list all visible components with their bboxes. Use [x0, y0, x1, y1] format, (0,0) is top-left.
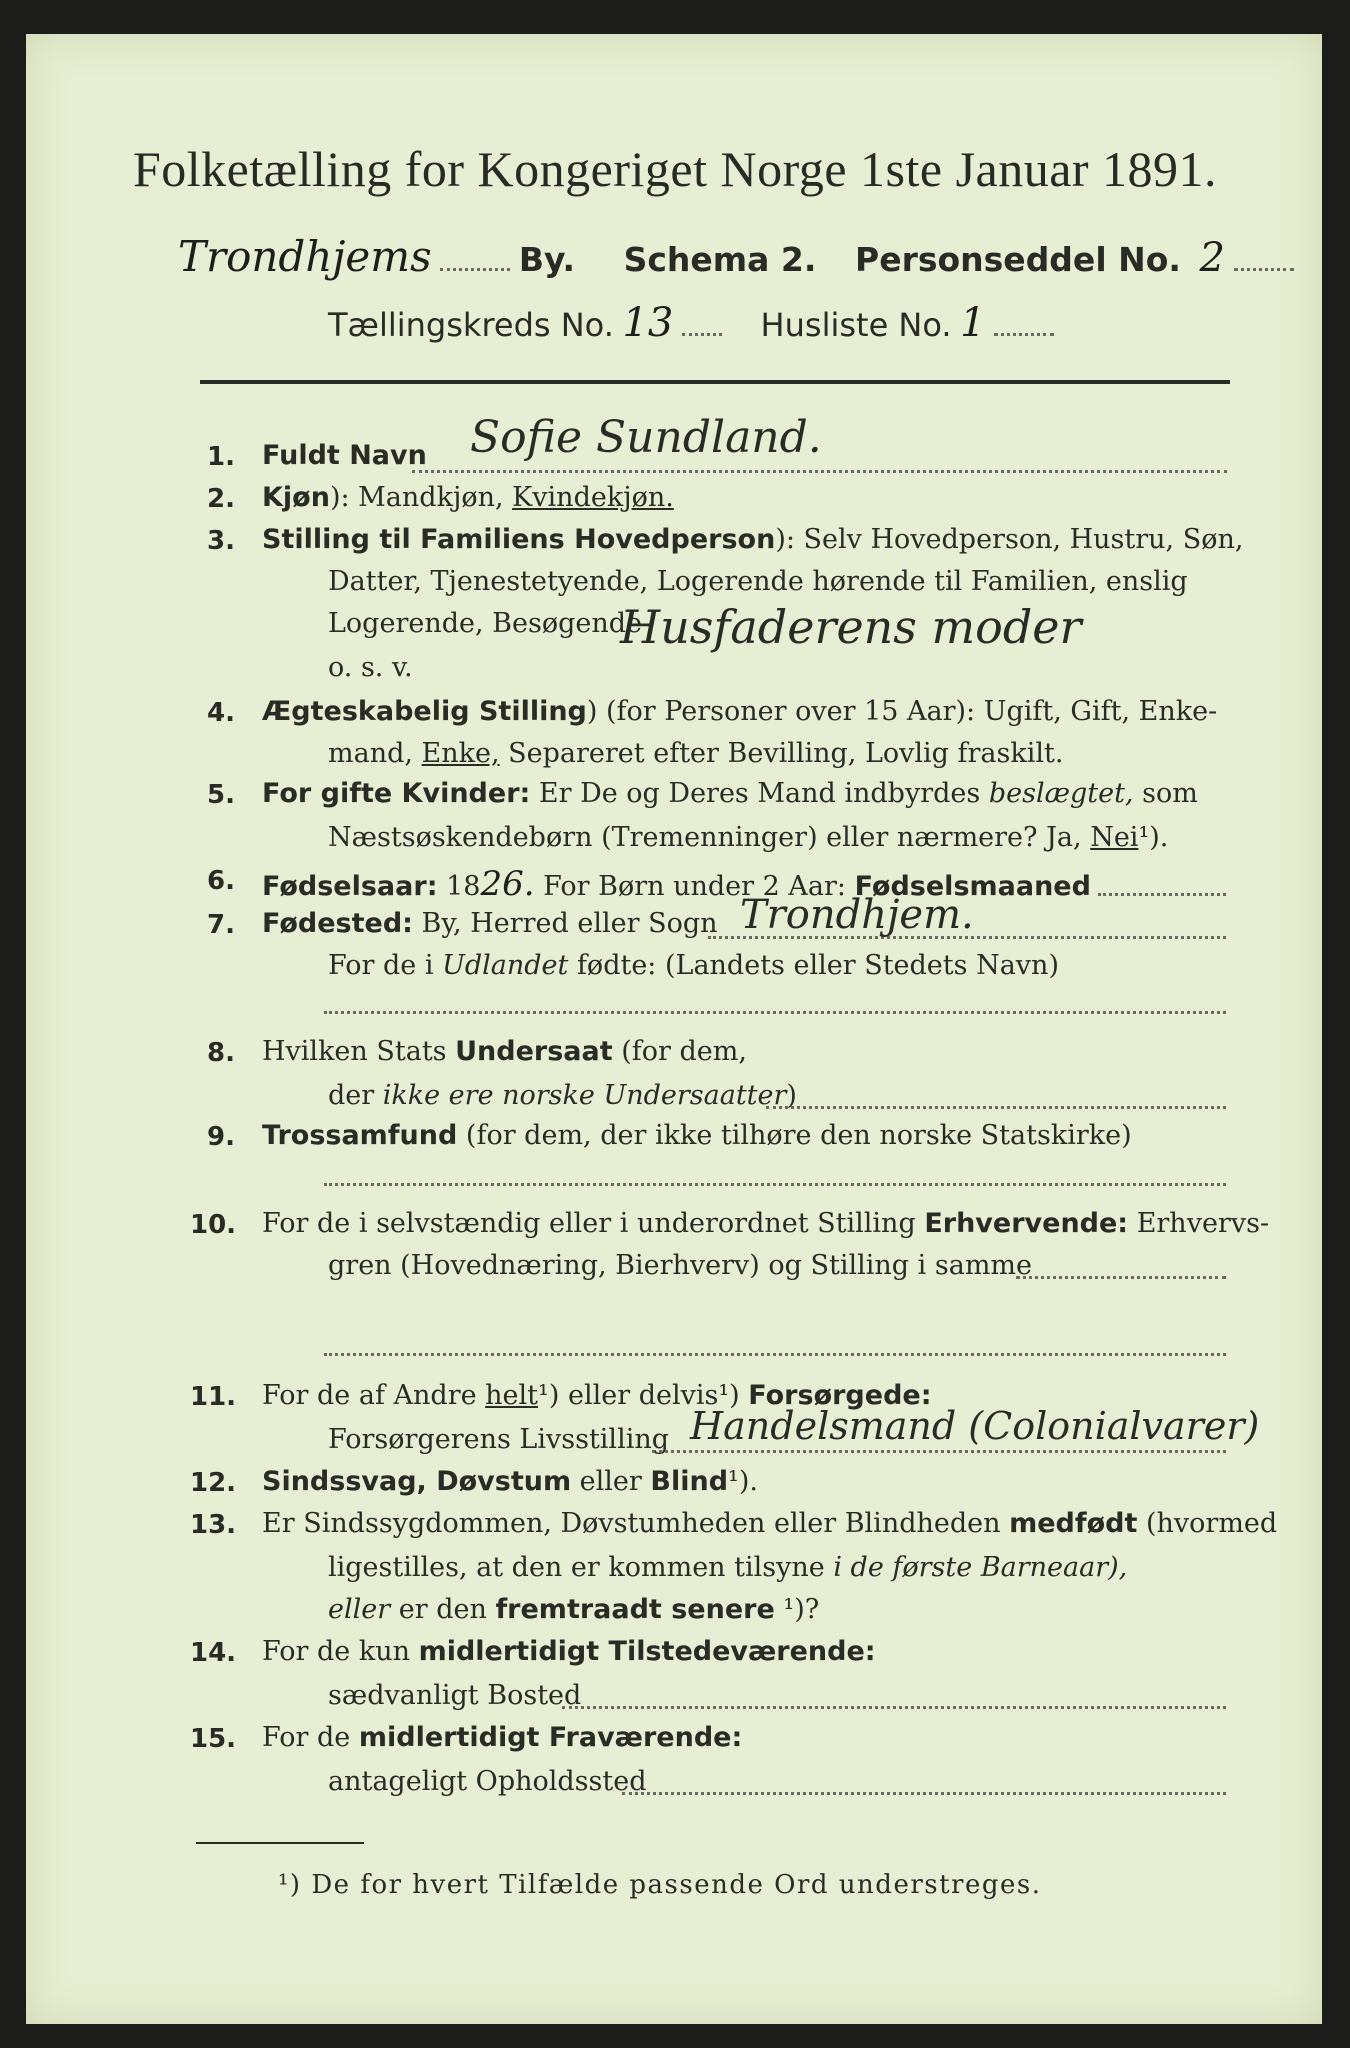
later-onset-label: fremtraadt senere [495, 1594, 775, 1625]
usual-residence-line: sædvanligt Bosted [328, 1680, 582, 1711]
married-women-italic: beslægtet, [988, 778, 1134, 809]
item-number: 6. [207, 866, 235, 896]
kreds-value: 13 [622, 300, 674, 346]
support-label: Forsørgede: [748, 1380, 932, 1411]
temporary-absent-label: midlertidigt Fraværende: [358, 1722, 743, 1753]
marital-text: Separeret efter Bevilling, Lovlig fraskilt. [499, 738, 1064, 769]
probable-residence-dotted-line [622, 1792, 1226, 1795]
personseddel-value: 2 [1199, 235, 1225, 281]
support-text: For de af Andre [262, 1380, 486, 1411]
item-8-line [262, 1036, 747, 1067]
header-city-row [178, 232, 1294, 281]
form-title: Folketælling for Kongeriget Norge 1ste Januar 1891. [132, 141, 1218, 197]
married-women-question: Næstsøskendebørn (Tremenninger) eller nærmere? Ja, [328, 822, 1091, 853]
occupation-label: Erhvervende: [924, 1208, 1129, 1239]
birthplace-abroad-text: For de i [328, 950, 443, 981]
disability-text: eller [571, 1466, 651, 1497]
full-name-dotted-line [412, 470, 1227, 473]
item-number: 14. [190, 1638, 237, 1668]
item-number: 1. [207, 442, 235, 472]
item-number: 10. [190, 1210, 237, 1240]
birthplace-line-2 [328, 950, 1059, 981]
item-10-line [262, 1208, 1269, 1239]
marital-status-label: Ægteskabelig Stilling [262, 696, 587, 727]
birthplace-abroad-dotted-line [324, 1011, 1226, 1014]
personseddel-label: Personseddel No. [855, 240, 1181, 279]
birth-year-value: 26. [480, 864, 535, 904]
married-women-label: For gifte Kvinder: [262, 778, 531, 809]
citizenship-text: der [328, 1080, 383, 1111]
religion-label: Trossamfund [262, 1120, 458, 1151]
married-women-text: som [1133, 778, 1198, 809]
congenital-text: er den [390, 1594, 496, 1625]
full-name-value: Sofie Sundland. [470, 412, 822, 463]
religion-dotted-line [324, 1183, 1226, 1186]
birthplace-abroad-text: fødte: (Landets eller Stedets Navn) [568, 950, 1059, 981]
marital-status-line-2 [328, 738, 1063, 769]
support-dotted-line [652, 1450, 1226, 1453]
item-number: 3. [207, 526, 235, 556]
citizenship-text: (for dem, [612, 1036, 747, 1067]
occupation-dotted-line-2 [324, 1353, 1226, 1356]
congenital-italic: eller [328, 1594, 391, 1625]
birth-year-label: Fødselsaar: [262, 871, 438, 902]
birthplace-label: Fødested: [262, 908, 413, 939]
item-number: 11. [190, 1382, 237, 1412]
congenital-text: ligestilles, at den er kommen tilsyne [328, 1552, 834, 1583]
supporter-occupation-value: Handelsmand (Colonialvarer) [690, 1404, 1260, 1448]
item-9-line [262, 1120, 1132, 1151]
item-13-line [262, 1508, 1277, 1539]
item-number: 12. [190, 1468, 237, 1498]
item-number: 4. [207, 698, 235, 728]
item-7-line [262, 908, 718, 939]
item-number: 8. [207, 1038, 235, 1068]
citizenship-label: Undersaat [455, 1036, 613, 1067]
support-line-2: Forsørgerens Livsstilling [328, 1424, 670, 1455]
temporary-present-text: For de kun [262, 1636, 419, 1667]
sex-selected-option: Kvindekjøn. [512, 482, 674, 513]
congenital-line-3 [328, 1594, 819, 1625]
birthplace-value: Trondhjem. [740, 892, 974, 938]
citizenship-dotted-line [766, 1106, 1226, 1109]
birthplace-text: By, Herred eller Sogn [412, 908, 718, 939]
married-women-line-2 [328, 822, 1168, 853]
header-rule [200, 380, 1230, 384]
temporary-absent-text: For de [262, 1722, 359, 1753]
item-number: 7. [207, 910, 235, 940]
item-14-line [262, 1636, 876, 1667]
occupation-text: Erhvervs- [1128, 1208, 1270, 1239]
married-women-text: Er De og Deres Mand indbyrdes [530, 778, 989, 809]
birth-month-label: Fødselsmaaned [854, 871, 1091, 902]
city-handwritten: Trondhjems [178, 232, 432, 281]
full-name-label: Fuldt Navn [262, 440, 427, 471]
item-number: 2. [207, 484, 235, 514]
item-2-line [262, 482, 674, 513]
birth-month-text: For Børn under 2 Aar: [534, 871, 855, 902]
congenital-label: medfødt [1009, 1508, 1138, 1539]
footnote-rule [196, 1842, 364, 1844]
husliste-value: 1 [960, 300, 986, 346]
occupation-dotted-line [1016, 1276, 1226, 1279]
congenital-italic: i de første Barneaar), [833, 1552, 1128, 1583]
item-number: 5. [207, 780, 235, 810]
probable-residence-line: antageligt Opholdssted [328, 1766, 647, 1797]
item-3-line [262, 524, 1243, 555]
marital-text: mand, [328, 738, 422, 769]
congenital-text: (hvormed [1137, 1508, 1278, 1539]
support-text: ¹) eller delvis¹) [538, 1380, 749, 1411]
header-kreds-row [328, 300, 1054, 346]
congenital-footnote-ref: ¹)? [774, 1594, 820, 1625]
footnote: ¹) De for hvert Tilfælde passende Ord understreges. [278, 1870, 1042, 1900]
family-position-label: Stilling til Familiens Hovedperson [262, 524, 776, 555]
family-position-line-2: Datter, Tjenestetyende, Logerende hørende til Familien, enslig [328, 566, 1188, 597]
item-number: 15. [190, 1724, 237, 1754]
citizenship-line-2 [328, 1080, 797, 1111]
occupation-text: For de i selvstændig eller i underordnet Stilling [262, 1208, 925, 1239]
schema-label: Schema 2. [623, 240, 817, 279]
item-number: 13. [190, 1510, 237, 1540]
family-position-line-3: Logerende, Besøgende [328, 608, 642, 639]
by-label: By. [518, 240, 575, 279]
birthplace-abroad-italic: Udlandet [442, 950, 569, 981]
sex-label: Kjøn [262, 482, 330, 513]
citizenship-text: ) [786, 1080, 797, 1111]
congenital-line-2 [328, 1552, 1127, 1583]
disability-footnote-ref: ¹). [728, 1466, 758, 1497]
family-position-options: ): Selv Hovedperson, Hustru, Søn, [775, 524, 1244, 555]
family-position-value: Husfaderens moder [620, 600, 1082, 654]
married-women-footnote-ref: ¹). [1138, 822, 1169, 853]
religion-text: (for dem, der ikke tilhøre den norske Statskirke) [457, 1120, 1132, 1151]
family-position-line-4: o. s. v. [328, 652, 413, 683]
kreds-label: Tællingskreds No. [328, 306, 614, 344]
congenital-text: Er Sindssygdommen, Døvstumheden eller Blindheden [262, 1508, 1010, 1539]
occupation-line-2: gren (Hovednæring, Bierhverv) og Stilling i samme [328, 1250, 1033, 1281]
disability-label: Sindssvag, Døvstum [262, 1466, 572, 1497]
temporary-present-label: midlertidigt Tilstedeværende: [418, 1636, 876, 1667]
sex-options: ): Mandkjøn, [329, 482, 513, 513]
usual-residence-dotted-line [562, 1706, 1226, 1709]
item-1-line [262, 440, 427, 471]
marital-selected-option: Enke, [421, 738, 500, 769]
marital-status-options: ) (for Personer over 15 Aar): Ugift, Gift, Enke- [586, 696, 1218, 727]
birth-year-prefix: 18 [437, 871, 481, 902]
item-15-line [262, 1722, 742, 1753]
support-selected-option: helt [485, 1380, 539, 1411]
item-4-line [262, 696, 1217, 727]
citizenship-text: Hvilken Stats [262, 1036, 456, 1067]
married-women-selected-option: Nei [1090, 822, 1139, 853]
item-number: 9. [207, 1122, 235, 1152]
item-12-line [262, 1466, 758, 1497]
blind-label: Blind [650, 1466, 729, 1497]
birth-month-dotted-line [1098, 893, 1226, 896]
citizenship-italic: ikke ere norske Undersaatter [382, 1080, 787, 1111]
item-5-line [262, 778, 1198, 809]
husliste-label: Husliste No. [760, 306, 952, 344]
